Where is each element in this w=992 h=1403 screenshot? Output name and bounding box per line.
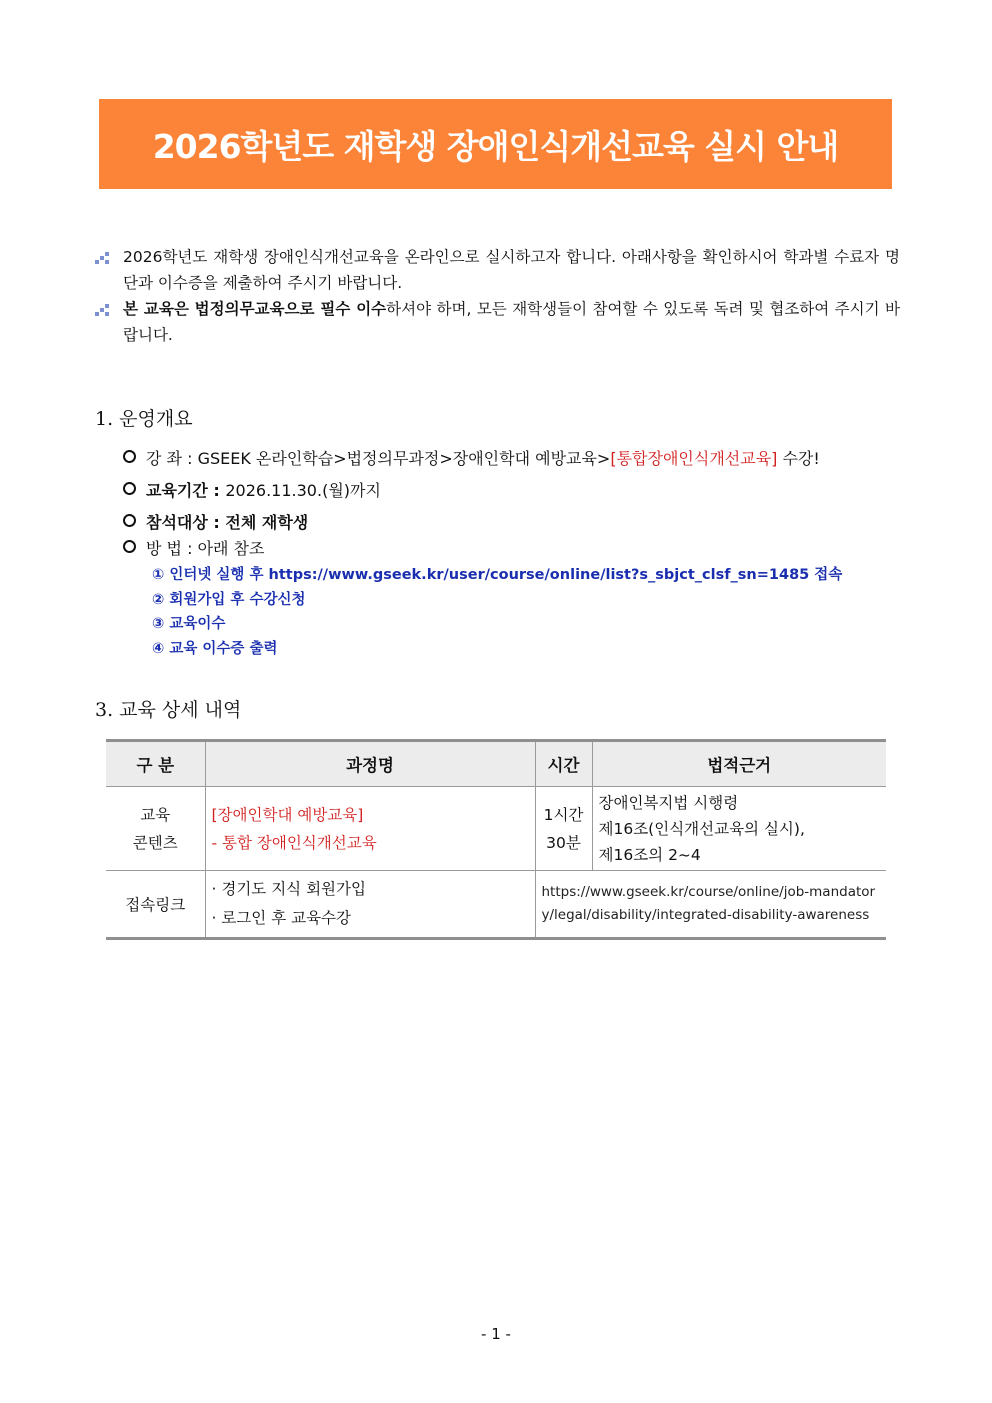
document-title: 2026학년도 재학생 장애인식개선교육 실시 안내 — [152, 126, 839, 166]
section-1-heading: 1. 운영개요 — [95, 408, 193, 430]
detail-table — [106, 739, 886, 940]
table-row — [106, 871, 886, 939]
intro-text-2-bold: 본 교육은 법정의무교육으로 필수 이수 — [123, 300, 387, 318]
intro-paragraph-1 — [95, 244, 900, 296]
square-bullet-icon — [95, 252, 111, 264]
header-law: 법적근거 — [592, 741, 886, 787]
intro-text-2: 하셔야 하며, 모든 재학생들이 참여할 수 있도록 독려 및 협조하여 주시기 바랍니다. — [123, 300, 900, 344]
target-item: 참석대상 : 전체 재학생 — [123, 510, 308, 533]
period-item: 교육기간 : 2026.11.30.(월)까지 — [123, 478, 381, 501]
link-url-cell[interactable] — [535, 871, 886, 939]
circle-bullet-icon — [123, 482, 136, 495]
circle-bullet-icon — [123, 450, 136, 463]
square-bullet-icon — [95, 304, 111, 316]
method-item: 방 법 : 아래 참조 — [123, 536, 264, 559]
law-cell: 장애인복지법 시행령 제16조(인식개선교육의 실시), 제16조의 2~4 — [592, 787, 886, 871]
circle-bullet-icon — [123, 540, 136, 553]
header-category: 구 분 — [106, 741, 205, 787]
course-item: 강 좌 : GSEEK 온라인학습>법정의무과정>장애인학대 예방교육>[통합장애인식개선교육] 수강! — [123, 446, 820, 469]
course-highlight: [통합장애인식개선교육] — [610, 449, 778, 468]
category-cell: 교육 콘텐츠 — [106, 787, 205, 871]
time-cell: 1시간 30분 — [535, 787, 592, 871]
title-banner — [99, 99, 892, 189]
course-cell: [장애인학대 예방교육] - 통합 장애인식개선교육 — [205, 787, 535, 871]
table-header-row — [106, 741, 886, 787]
section-3-heading: 3. 교육 상세 내역 — [95, 699, 242, 721]
step-3: ③ 교육이수 — [152, 616, 226, 632]
intro-text-1: 2026학년도 재학생 장애인식개선교육을 온라인으로 실시하고자 합니다. 아래사항을 확인하시어 학과별 수료자 명단과 이수증을 제출하여 주시기 바랍니다. — [123, 248, 900, 292]
link-category-cell: 접속링크 — [106, 871, 205, 939]
header-course: 과정명 — [205, 741, 535, 787]
header-time: 시간 — [535, 741, 592, 787]
step-2: ② 회원가입 후 수강신청 — [152, 592, 306, 608]
method-value: 아래 참조 — [197, 539, 265, 558]
step-1: ① 인터넷 실행 후 https://www.gseek.kr/user/course/online/list?s_sbjct_clsf_sn=1485 접속 — [152, 567, 843, 583]
period-value: 2026.11.30.(월)까지 — [225, 481, 381, 500]
course-url-link[interactable]: https://www.gseek.kr/course/online/job-mandatory/legal/disability/integrated-disability-awareness — [541, 884, 876, 923]
page-number: - 1 - — [481, 1325, 511, 1343]
course-path: GSEEK 온라인학습>법정의무과정>장애인학대 예방교육> — [197, 449, 611, 468]
step-4: ④ 교육 이수증 출력 — [152, 641, 278, 657]
circle-bullet-icon — [123, 514, 136, 527]
target-value: 전체 재학생 — [225, 513, 309, 532]
intro-paragraph-2 — [95, 296, 900, 348]
table-row — [106, 787, 886, 871]
link-steps-cell: · 경기도 지식 회원가입 · 로그인 후 교육수강 — [205, 871, 535, 939]
